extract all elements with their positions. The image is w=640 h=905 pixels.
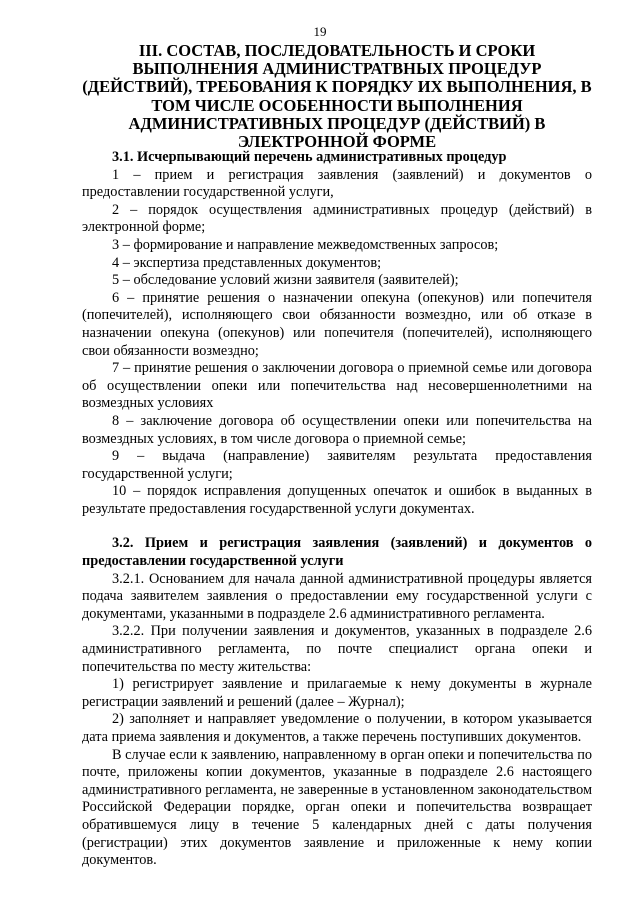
list-item: 10 – порядок исправления допущенных опечаток и ошибок в выданных в результате предоставления государственной услуги документах. (82, 483, 592, 517)
section-title: III. СОСТАВ, ПОСЛЕДОВАТЕЛЬНОСТЬ И СРОКИ ВЫПОЛНЕНИЯ АДМИНИСТРАТВНЫХ ПРОЦЕДУР (ДЕЙСТВИЙ), ТРЕБОВАНИЯ К ПОРЯДКУ ИХ ВЫПОЛНЕНИЯ, В ТОМ ЧИСЛЕ ОСОБЕННОСТИ ВЫПОЛНЕНИЯ АДМИНИСТРАТИВНЫХ ПРОЦЕДУР (ДЕЙСТВИЙ) В ЭЛЕКТРОННОЙ ФОРМЕ (82, 41, 592, 152)
paragraph: 3.2.2. При получении заявления и документов, указанных в подразделе 2.6 административного регламента, по почте специалист органа опеки и попечительства по месту жительства: (82, 623, 592, 675)
list-item: 2 – порядок осуществления административных процедур (действий) в электронной форме; (82, 201, 592, 236)
list-item: 9 – выдача (направление) заявителям результата предоставления государственной услуги; (82, 448, 592, 482)
paragraph: В случае если к заявлению, направленному в орган опеки и попечительства по почте, приложены копии документов, указанные в подразделе 2.6 настоящего административного регламента, не заверенные в установленном законодательством Российской Федерации порядке, орган опеки и попечительства возвращает обратившемуся лицу в течение 5 календарных дней с даты получения (регистрации) этих документов заявление и приложенные к нему копии документов. (82, 746, 592, 869)
list-item: 8 – заключение договора об осуществлении опеки или попечительства на возмездных условиях, в том числе договора о приемной семье; (82, 412, 592, 447)
paragraph: 3.2.1. Основанием для начала данной административной процедуры является подача заявителем заявления о предоставлении ему государственной услуги с документами, указанными в подразделе 2.6 административного регламента. (82, 570, 592, 622)
list-item: 1 – прием и регистрация заявления (заявлений) и документов о предоставлении государственной услуги, (82, 166, 592, 201)
list-item: 4 – экспертиза представленных документов; (112, 254, 382, 271)
paragraph: 2) заполняет и направляет уведомление о получении, в котором указывается дата приема заявления и документов, а также перечень поступивших документов. (82, 711, 592, 745)
list-item: 3 – формирование и направление межведомственных запросов; (112, 236, 499, 253)
subsection-heading-3-1: 3.1. Исчерпывающий перечень административных процедур (112, 149, 507, 165)
paragraph: 1) регистрирует заявление и прилагаемые к нему документы в журнале регистрации заявлений и решений (далее – Журнал); (82, 676, 592, 710)
section-spacer (82, 518, 592, 535)
list-item: 7 – принятие решения о заключении договора о приемной семье или договора об осуществлении опеки или попечительства над несовершеннолетними на возмездных условиях (82, 360, 592, 412)
document-body (82, 149, 592, 870)
page-number: 19 (313, 24, 327, 39)
list-item: 5 – обследование условий жизни заявителя (заявителей); (112, 272, 459, 289)
list-item: 6 – принятие решения о назначении опекуна (опекунов) или попечителя (попечителей), исполняющего свои обязанности возмездно, или об отказе в назначении опекуна (опекунов) или попечителя (попечителей), исполняющего свои обязанности возмездно; (82, 289, 592, 359)
subsection-heading-3-2: 3.2. Прием и регистрация заявления (заявлений) и документов о предоставлении государственной услуги (82, 535, 592, 570)
